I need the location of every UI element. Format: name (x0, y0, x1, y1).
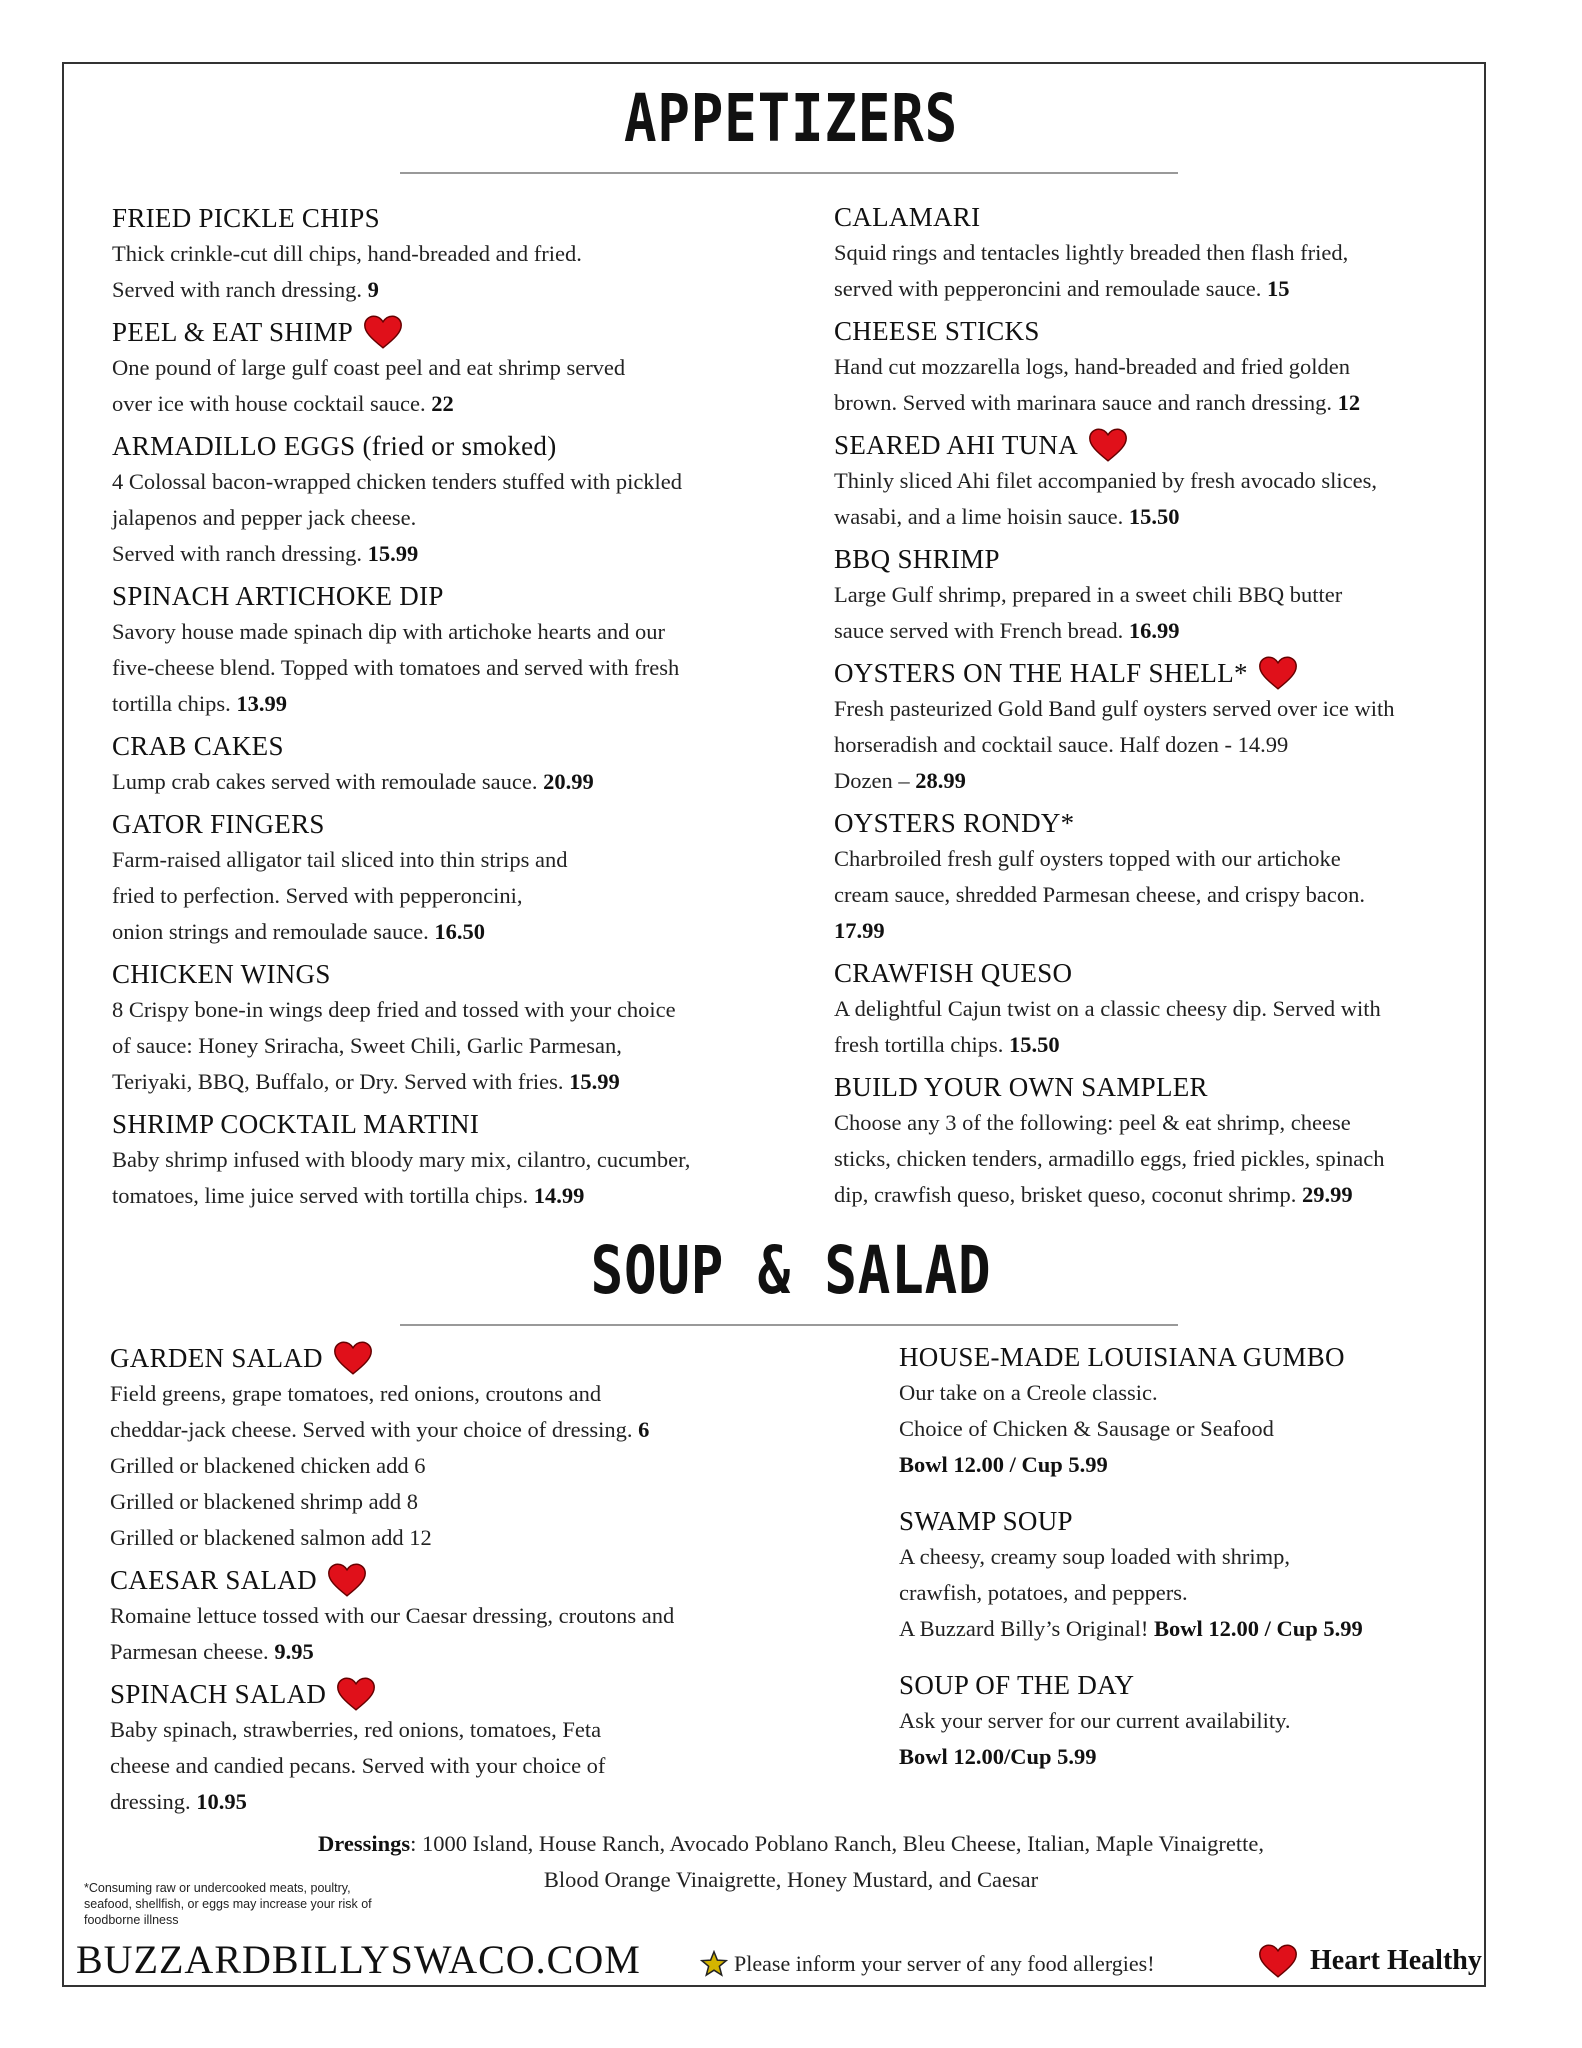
menu-item-price: 12 (1337, 390, 1361, 415)
item-spacer (899, 1653, 1479, 1667)
heart-healthy-icon (1088, 428, 1128, 462)
menu-item-header (110, 1562, 830, 1598)
menu-item-price: 29.99 (1302, 1182, 1353, 1207)
menu-item-description-text: Ask your server for our current availability. (899, 1708, 1291, 1733)
menu-item (112, 314, 812, 422)
raw-food-footnote: *Consuming raw or undercooked meats, poultry, seafood, shellfish, or eggs may increase your risk of foodborne illness (84, 1881, 372, 1927)
menu-item-header (110, 1340, 830, 1376)
menu-item-name: SOUP OF THE DAY (899, 1670, 1135, 1700)
menu-item-header (112, 314, 812, 350)
menu-item (112, 728, 812, 800)
heart-healthy-icon (1258, 656, 1298, 690)
dressings-label: Dressings (318, 1831, 411, 1856)
menu-item-name: OYSTERS ON THE HALF SHELL* (834, 658, 1248, 688)
menu-item-name: CHEESE STICKS (834, 316, 1040, 346)
menu-item-description-text: 8 Crispy bone-in wings deep fried and tossed with your choice of sauce: Honey Sriracha, Sweet Chili, Garlic Parmesan, Teriyaki, BBQ, Buffalo, or Dry. Served with fries. (112, 997, 676, 1094)
menu-item-header (834, 427, 1494, 463)
menu-item-description-text: Field greens, grape tomatoes, red onions, croutons and cheddar-jack cheese. Served with your choice of dressing. (110, 1381, 633, 1442)
menu-item-name: SPINACH SALAD (110, 1679, 327, 1709)
menu-item-header (834, 313, 1494, 349)
menu-item-header (112, 806, 812, 842)
soup-salad-title: SOUP & SALAD (590, 1232, 992, 1309)
allergy-notice (700, 1950, 1155, 1978)
soup-salad-left-column (110, 1340, 830, 1826)
menu-item-description (110, 1376, 830, 1448)
menu-item-header (112, 200, 812, 236)
heart-healthy-icon (327, 1563, 367, 1597)
menu-item-header (834, 955, 1494, 991)
menu-item-name: PEEL & EAT SHIMP (112, 317, 354, 347)
menu-item (110, 1676, 830, 1820)
menu-item-price: 9 (367, 277, 379, 302)
menu-item-name: GARDEN SALAD (110, 1343, 323, 1373)
menu-item-description-text: Charbroiled fresh gulf oysters topped with our artichoke cream sauce, shredded Parmesan cheese, and crispy bacon. (834, 846, 1366, 907)
menu-item-price: 15.99 (367, 541, 419, 566)
menu-item-description-text: 4 Colossal bacon-wrapped chicken tenders stuffed with pickled jalapenos and pepper jack cheese. Served with ranch dressing. (112, 469, 683, 566)
menu-item (834, 427, 1494, 535)
menu-item-price: Bowl 12.00 / Cup 5.99 (1153, 1616, 1363, 1641)
menu-item-description-text: Farm-raised alligator tail sliced into thin strips and fried to perfection. Served with pepperoncini, onion strings and remoulade sauce. (112, 847, 568, 944)
star-icon (700, 1950, 728, 1978)
menu-item-header (112, 728, 812, 764)
menu-item-description-text: A cheesy, creamy soup loaded with shrimp, crawfish, potatoes, and peppers. A Buzzard Billy’s Original! (899, 1544, 1290, 1641)
menu-item-name: CALAMARI (834, 202, 981, 232)
menu-item-price: 15.99 (569, 1069, 620, 1094)
menu-item-name: SHRIMP COCKTAIL MARTINI (112, 1109, 480, 1139)
menu-item-description-text: Squid rings and tentacles lightly breaded then flash fried, served with pepperoncini and remoulade sauce. (834, 240, 1349, 301)
menu-item (834, 1069, 1494, 1213)
menu-item-header (834, 199, 1494, 235)
menu-item-price: 28.99 (915, 768, 966, 793)
appetizers-divider (400, 172, 1178, 174)
menu-item-description (112, 236, 812, 308)
menu-item-description (110, 1712, 830, 1820)
menu-item-description (112, 464, 812, 572)
menu-item-description-text: Thick crinkle-cut dill chips, hand-breaded and fried. Served with ranch dressing. (112, 241, 582, 302)
soup-salad-right-column (899, 1339, 1479, 1781)
menu-item (899, 1667, 1479, 1775)
menu-item-price: 22 (431, 391, 454, 416)
menu-item-price: 15.50 (1008, 1032, 1060, 1057)
heart-icon (1258, 1944, 1298, 1978)
menu-item-price: 17.99 (834, 918, 885, 943)
menu-item-name: BUILD YOUR OWN SAMPLER (834, 1072, 1208, 1102)
menu-item-price: 14.99 (533, 1183, 585, 1208)
menu-item-description (834, 577, 1494, 649)
website-link[interactable]: BUZZARDBILLYSWACO.COM (76, 1937, 641, 1982)
menu-item-name: OYSTERS RONDY* (834, 808, 1075, 838)
allergy-notice-text: Please inform your server of any food allergies! (734, 1951, 1155, 1976)
menu-item-header (112, 956, 812, 992)
menu-item-description (834, 841, 1494, 949)
menu-item-description (899, 1703, 1479, 1775)
menu-item (112, 956, 812, 1100)
appetizers-title: APPETIZERS (623, 80, 959, 157)
menu-item-description (834, 991, 1494, 1063)
menu-item-name: FRIED PICKLE CHIPS (112, 203, 380, 233)
menu-item-header (899, 1503, 1479, 1539)
menu-item-header (834, 541, 1494, 577)
menu-item-price: 10.95 (196, 1789, 247, 1814)
menu-item-name: GATOR FINGERS (112, 809, 325, 839)
menu-item (112, 806, 812, 950)
menu-item (112, 428, 812, 572)
menu-item-description (112, 992, 812, 1100)
menu-item-price: 20.99 (543, 769, 594, 794)
menu-item (834, 955, 1494, 1063)
menu-item-description (112, 842, 812, 950)
soup-salad-divider (400, 1324, 1178, 1326)
menu-item (834, 199, 1494, 307)
menu-item-name: CRAWFISH QUESO (834, 958, 1073, 988)
menu-item-description (112, 350, 812, 422)
menu-item-header (899, 1667, 1479, 1703)
menu-item (834, 805, 1494, 949)
menu-item-description (112, 764, 812, 800)
menu-item-price: 13.99 (236, 691, 287, 716)
menu-item-header (899, 1339, 1479, 1375)
menu-item (834, 655, 1494, 799)
menu-item (834, 313, 1494, 421)
menu-item-description (899, 1375, 1479, 1483)
dressings-line-2: Blood Orange Vinaigrette, Honey Mustard, and Caesar (543, 1867, 1039, 1892)
menu-item-name: CHICKEN WINGS (112, 959, 331, 989)
menu-item (834, 541, 1494, 649)
menu-item-description (834, 691, 1494, 799)
menu-item-description-text: A delightful Cajun twist on a classic cheesy dip. Served with fresh tortilla chips. (834, 996, 1381, 1057)
menu-item-description-text: Our take on a Creole classic. Choice of Chicken & Sausage or Seafood (899, 1380, 1274, 1441)
menu-item-name: HOUSE-MADE LOUISIANA GUMBO (899, 1342, 1345, 1372)
menu-item-header (112, 1106, 812, 1142)
dressings-line-1 (0, 1826, 1582, 1862)
menu-item-price: 15.50 (1128, 504, 1180, 529)
menu-item (899, 1339, 1479, 1483)
appetizers-right-column (834, 199, 1494, 1219)
menu-item-description (112, 614, 812, 722)
appetizers-left-column (112, 200, 812, 1220)
menu-item-price: Bowl 12.00/Cup 5.99 (899, 1744, 1097, 1769)
menu-item (112, 1106, 812, 1214)
menu-item (110, 1562, 830, 1670)
menu-item-description-text: Large Gulf shrimp, prepared in a sweet chili BBQ butter sauce served with French bread. (834, 582, 1343, 643)
menu-item-price: 16.50 (434, 919, 486, 944)
menu-item-description (834, 1105, 1494, 1213)
menu-item-description (112, 1142, 812, 1214)
menu-item-description-text: One pound of large gulf coast peel and eat shrimp served over ice with house cocktail sauce. (112, 355, 626, 416)
menu-item-price: Bowl 12.00 / Cup 5.99 (899, 1452, 1108, 1477)
menu-item-description (110, 1598, 830, 1670)
heart-healthy-label: Heart Healthy (1310, 1945, 1482, 1976)
menu-item-name: SWAMP SOUP (899, 1506, 1073, 1536)
menu-item-description (834, 235, 1494, 307)
menu-item-description (834, 349, 1494, 421)
menu-item-description-text: Thinly sliced Ahi filet accompanied by fresh avocado slices, wasabi, and a lime hoisin sauce. (834, 468, 1377, 529)
menu-item-name: SEARED AHI TUNA (834, 430, 1079, 460)
menu-item-name: CAESAR SALAD (110, 1565, 317, 1595)
menu-item-header (110, 1676, 830, 1712)
menu-item-price: 16.99 (1128, 618, 1180, 643)
menu-item (112, 578, 812, 722)
heart-healthy-icon (363, 315, 403, 349)
item-spacer (899, 1489, 1479, 1503)
menu-item (112, 200, 812, 308)
menu-item-description-text: Savory house made spinach dip with artichoke hearts and our five-cheese blend. Topped with tomatoes and served with fresh tortilla chips. (112, 619, 680, 716)
menu-item-description-text: Baby spinach, strawberries, red onions, tomatoes, Feta cheese and candied pecans. Served with your choice of dressing. (110, 1717, 606, 1814)
menu-item-description-text: Baby shrimp infused with bloody mary mix, cilantro, cucumber, tomatoes, lime juice served with tortilla chips. (112, 1147, 691, 1208)
menu-item-name: CRAB CAKES (112, 731, 284, 761)
menu-item-name: BBQ SHRIMP (834, 544, 1000, 574)
menu-item-description (899, 1539, 1479, 1647)
menu-item-addons: Grilled or blackened chicken add 6 Grilled or blackened shrimp add 8 Grilled or blackened salmon add 12 (110, 1453, 432, 1550)
menu-item-price: 6 (638, 1417, 650, 1442)
menu-item-name: ARMADILLO EGGS (fried or smoked) (112, 431, 557, 461)
menu-item-description-text: Choose any 3 of the following: peel & eat shrimp, cheese sticks, chicken tenders, armadillo eggs, fried pickles, spinach dip, crawfish queso, brisket queso, coconut shrimp. (834, 1110, 1385, 1207)
menu-item-description (834, 463, 1494, 535)
menu-item-description-text: Lump crab cakes served with remoulade sauce. (112, 769, 544, 794)
menu-item-price: 9.95 (274, 1639, 314, 1664)
menu-item-header (834, 805, 1494, 841)
menu-item-header (834, 655, 1494, 691)
menu-item-price: 15 (1266, 276, 1290, 301)
menu-item-header (112, 578, 812, 614)
menu-item-header (834, 1069, 1494, 1105)
menu-item (110, 1340, 830, 1556)
menu-item-description-text: Fresh pasteurized Gold Band gulf oysters served over ice with horseradish and cocktail sauce. Half dozen - 14.99 Dozen – (834, 696, 1395, 793)
menu-item (899, 1503, 1479, 1647)
menu-item-description-text: Hand cut mozzarella logs, hand-breaded and fried golden brown. Served with marinara sauce and ranch dressing. (834, 354, 1351, 415)
menu-item-header (112, 428, 812, 464)
heart-healthy-icon (333, 1341, 373, 1375)
menu-item-description-text: Romaine lettuce tossed with our Caesar dressing, croutons and Parmesan cheese. (110, 1603, 675, 1664)
menu-item-name: SPINACH ARTICHOKE DIP (112, 581, 444, 611)
heart-healthy-icon (336, 1677, 376, 1711)
heart-healthy-legend (1258, 1944, 1482, 1978)
dressings-line-1-text: : 1000 Island, House Ranch, Avocado Poblano Ranch, Bleu Cheese, Italian, Maple Vinaigrette, (410, 1831, 1264, 1856)
